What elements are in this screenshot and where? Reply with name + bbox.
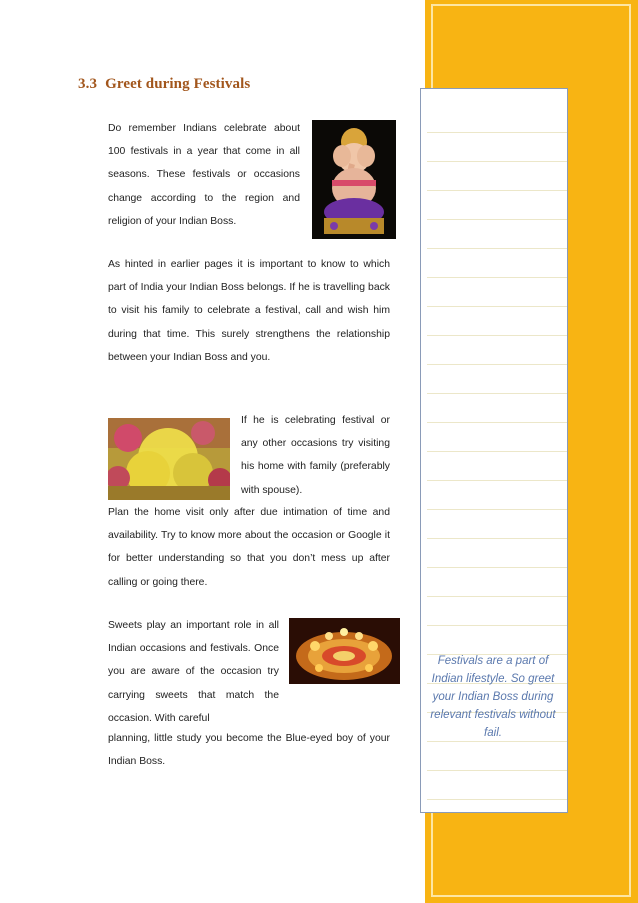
ganesha-idol-image	[312, 120, 396, 239]
section-heading	[78, 76, 250, 93]
section-number: 3.3	[78, 76, 98, 92]
section-title: Greet during Festivals	[105, 76, 251, 92]
sidebar-rule-line	[427, 219, 567, 220]
sidebar-rule-line	[427, 335, 567, 336]
sidebar-rule-line	[427, 480, 567, 481]
sidebar-rule-line	[427, 538, 567, 539]
paragraph-plan-visit: Plan the home visit only after due intimation of time and availability. Try to know more about the occasion or Google it for better understanding so that you don’t mess up after calling or going there.	[108, 507, 390, 588]
sidebar-rule-line	[427, 132, 567, 133]
sidebar-rule-line	[427, 190, 567, 191]
paragraph-region: As hinted in earlier pages it is important to know to which part of India your Indian Boss belongs. If he is travelling back to visit his family to celebrate a festival, call and wish him during that time. This surely strengthens the relationship between your Indian Boss and you.	[108, 259, 390, 363]
paragraph-sweets: Sweets play an important role in all Indian occasions and festivals. Once you are aware of the occasion try carrying sweets that match the occasion. With careful	[108, 620, 279, 724]
sidebar-rule-line	[427, 770, 567, 771]
sidebar-rule-line	[427, 306, 567, 307]
sidebar-rule-line	[427, 422, 567, 423]
sidebar-rule-line	[427, 596, 567, 597]
sidebar-rule-line	[427, 364, 567, 365]
sidebar-rule-line	[427, 799, 567, 800]
sidebar-rule-line	[427, 625, 567, 626]
sidebar-quote: Festivals are a part of Indian lifestyle. So greet your Indian Boss during relevant festivals without fail.	[430, 655, 556, 739]
paragraph-festivals-count: Do remember Indians celebrate about 100 festivals in a year that come in all seasons. These festivals or occasions change according to the region and religion of your Indian Boss.	[108, 123, 300, 227]
holi-celebration-image	[108, 418, 230, 500]
sidebar-rule-line	[427, 277, 567, 278]
sidebar-rule-line	[427, 509, 567, 510]
diwali-rangoli-diya-image	[289, 618, 400, 684]
sidebar-rule-line	[427, 451, 567, 452]
sidebar-rule-line	[427, 393, 567, 394]
sidebar-rule-line	[427, 567, 567, 568]
paragraph-sweets-continued: planning, little study you become the Blue-eyed boy of your Indian Boss.	[108, 733, 390, 768]
paragraph-home-visit: If he is celebrating festival or any other occasions try visiting his home with family (preferably with spouse).	[241, 415, 390, 496]
sidebar-rule-line	[427, 161, 567, 162]
sidebar-rule-line	[427, 248, 567, 249]
